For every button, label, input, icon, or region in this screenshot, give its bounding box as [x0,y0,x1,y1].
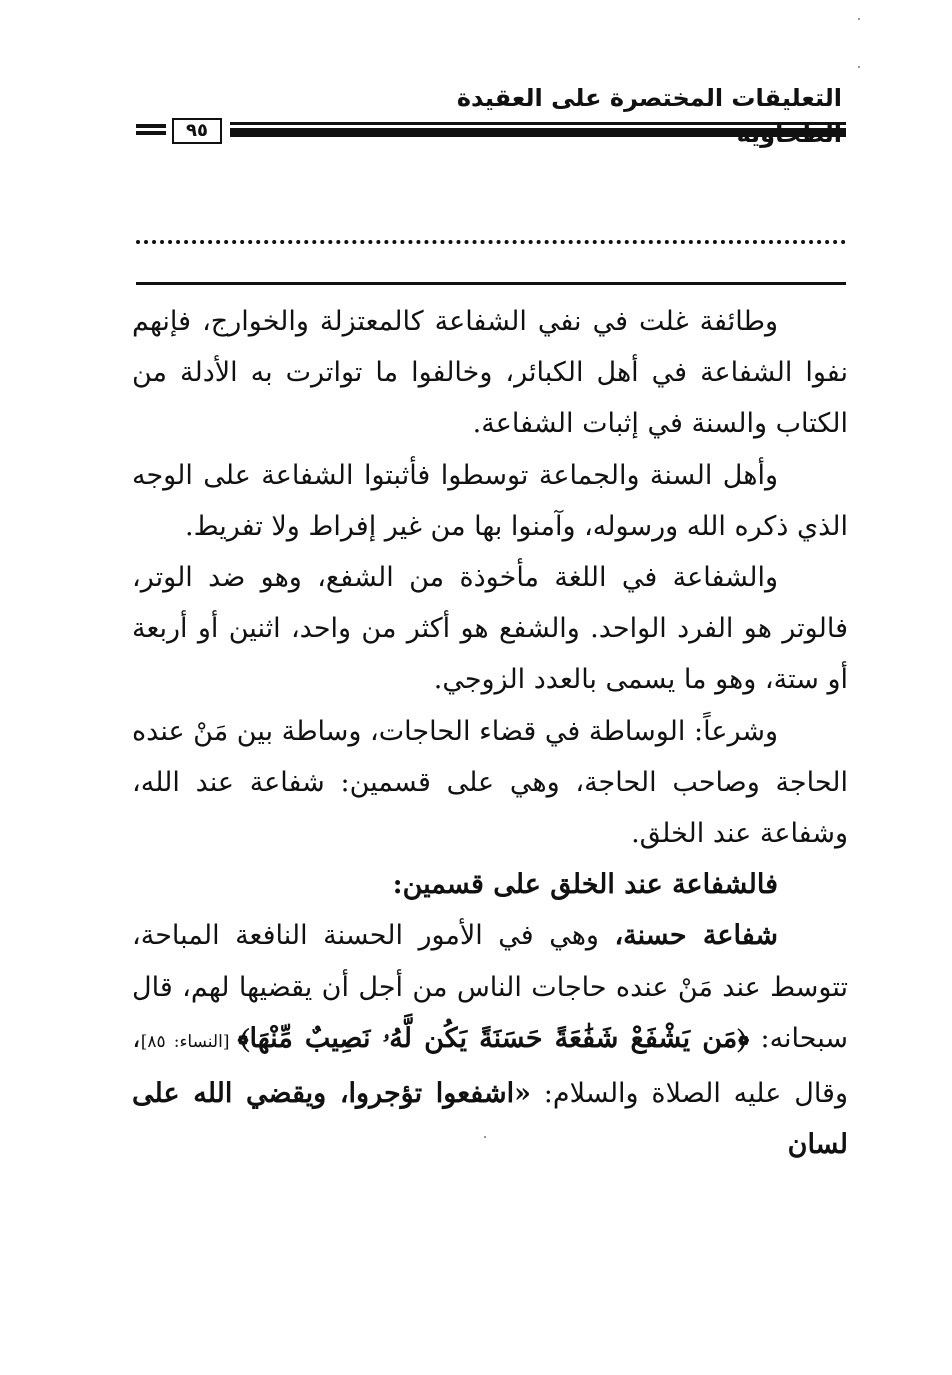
paragraph-2: وأهل السنة والجماعة توسطوا فأثبتوا الشفاعة على الوجه الذي ذكره الله ورسوله، وآمنوا بها من غير إفراط ولا تفريط. [132,459,848,542]
page-number-box: ٩٥ [172,118,222,144]
paragraph-6-text: وهي في الأمور الحسنة النافعة المباحة، تتوسط عند مَنْ عنده حاجات الناس من أجل أن يقضيها لهم، قال سبحانه: [132,920,848,1054]
paragraph-6 [132,910,848,1170]
paragraph-4: وشرعاً: الوساطة في قضاء الحاجات، وساطة بين مَنْ عنده الحاجة وصاحب الحاجة، وهي على قسمين: شفاعة عند الله، وشفاعة عند الخلق. [132,715,848,850]
footnote-dotted-separator [136,240,846,244]
header-rule-thin [230,122,846,125]
page-number-bars [136,124,166,140]
hadith-quote: «اشفعوا تؤجروا، ويقضي الله على لسان [132,1078,848,1161]
scan-speck [484,1136,486,1138]
header-rule-thick [230,128,846,137]
quran-verse: ﴿مَن يَشْفَعْ شَفَٰعَةً حَسَنَةً يَكُن لَّهُۥ نَصِيبٌ مِّنْهَا﴾ [237,1022,750,1054]
paragraph-1: وطائفة غلت في نفي الشفاعة كالمعتزلة والخوارج، فإنهم نفوا الشفاعة في أهل الكبائر، وخالفوا ما تواترت به الأدلة من الكتاب والسنة في إثبات الشفاعة. [132,306,848,440]
footnote-rule [136,282,846,285]
paragraph-3: والشفاعة في اللغة مأخوذة من الشفع، وهو ضد الوتر، فالوتر هو الفرد الواحد. والشفع هو أكثر من واحد، اثنين أو أربعة أو ستة، وهو ما يسمى بالعدد الزوجي. [132,562,848,696]
term-good-intercession: شفاعة حسنة، [614,920,778,952]
scan-speck [858,18,860,20]
verse-reference: [النساء: ٨٥] [140,1031,238,1052]
running-header-title: التعليقات المختصرة على العقيدة [456,84,842,112]
scan-speck [858,66,860,68]
body-text [132,296,848,1170]
paragraph-6-tail: ، وقال عليه الصلاة والسلام: [132,1022,848,1110]
section-heading: فالشفاعة عند الخلق على قسمين: [392,869,778,901]
